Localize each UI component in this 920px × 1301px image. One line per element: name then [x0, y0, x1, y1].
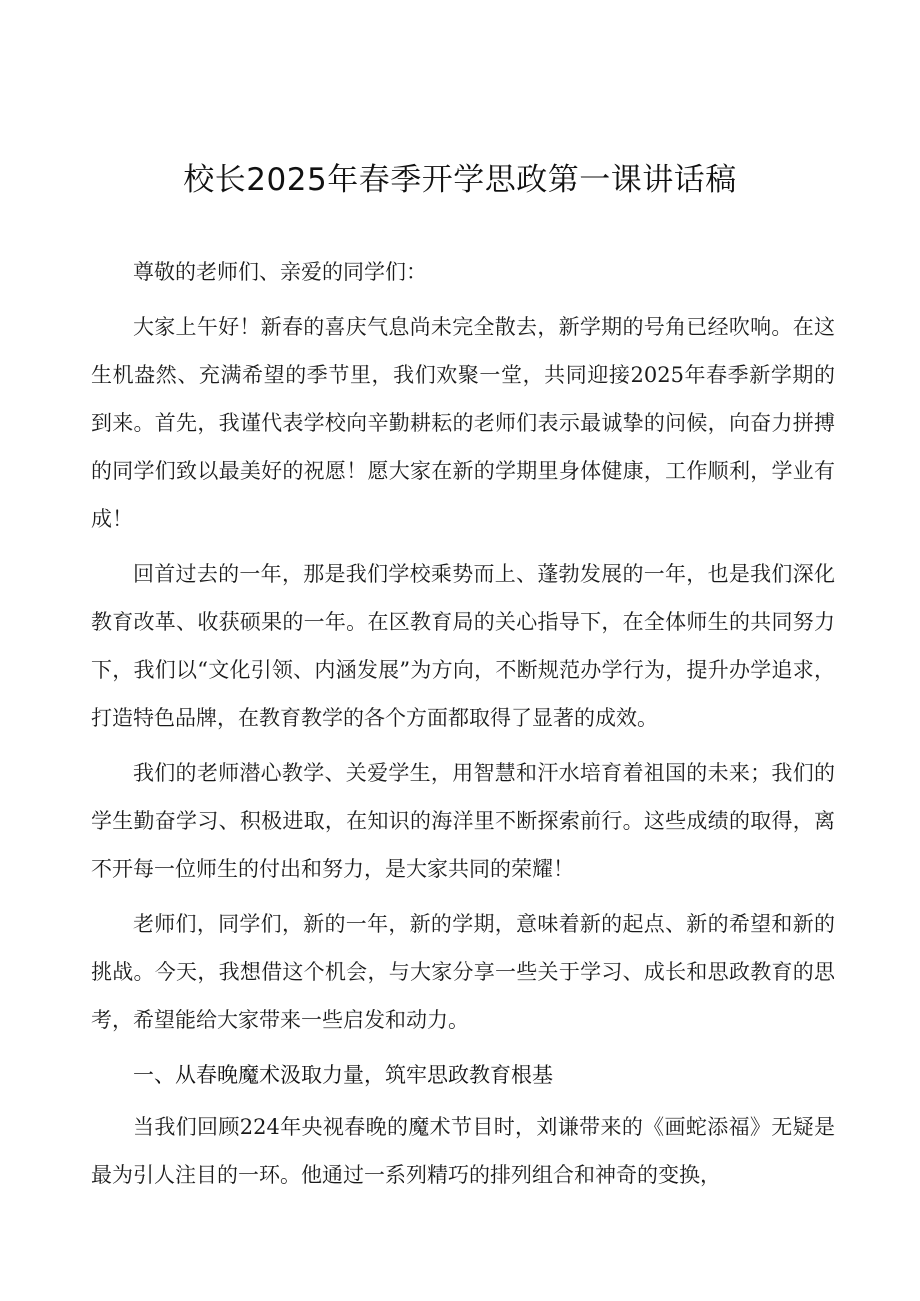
paragraph-achievements: 我们的老师潜心教学、关爱学生，用智慧和汗水培育着祖国的未来；我们的学生勤奋学习、积极进取，在知识的海洋里不断探索前行。这些成绩的取得，离不开每一位师生的付出和努力，是大家共同的荣耀！ [91, 761, 835, 881]
salutation: 尊敬的老师们、亲爱的同学们： [133, 260, 427, 284]
paragraph-greeting: 大家上午好！新春的喜庆气息尚未完全散去，新学期的号角已经吹响。在这生机盎然、充满希望的季节里，我们欢聚一堂，共同迎接2025年春季新学期的到来。首先，我谨代表学校向辛勤耕耘的老师们表示最诚挚的问候，向奋力拼搏的同学们致以最美好的祝愿！愿大家在新的学期里身体健康，工作顺利，学业有成！ [91, 315, 835, 531]
document-title: 校长2025年春季开学思政第一课讲话稿 [183, 162, 737, 198]
section-heading: 一、从春晚魔术汲取力量，筑牢思政教育根基 [133, 1063, 553, 1087]
paragraph-new-semester: 老师们，同学们，新的一年，新的学期，意味着新的起点、新的希望和新的挑战。今天，我想借这个机会，与大家分享一些关于学习、成长和思政教育的思考，希望能给大家带来一些启发和动力。 [91, 912, 835, 1032]
paragraph-review: 回首过去的一年，那是我们学校乘势而上、蓬勃发展的一年，也是我们深化教育改革、收获硕果的一年。在区教育局的关心指导下，在全体师生的共同努力下，我们以“文化引领、内涵发展”为方向，不断规范办学行为，提升办学追求，打造特色品牌，在教育教学的各个方面都取得了显著的成效。 [91, 562, 835, 730]
paragraph-magic-show: 当我们回顾224年央视春晚的魔术节目时，刘谦带来的《画蛇添福》无疑是最为引人注目的一环。他通过一系列精巧的排列组合和神奇的变换， [91, 1115, 835, 1187]
document-body [91, 248, 835, 1206]
